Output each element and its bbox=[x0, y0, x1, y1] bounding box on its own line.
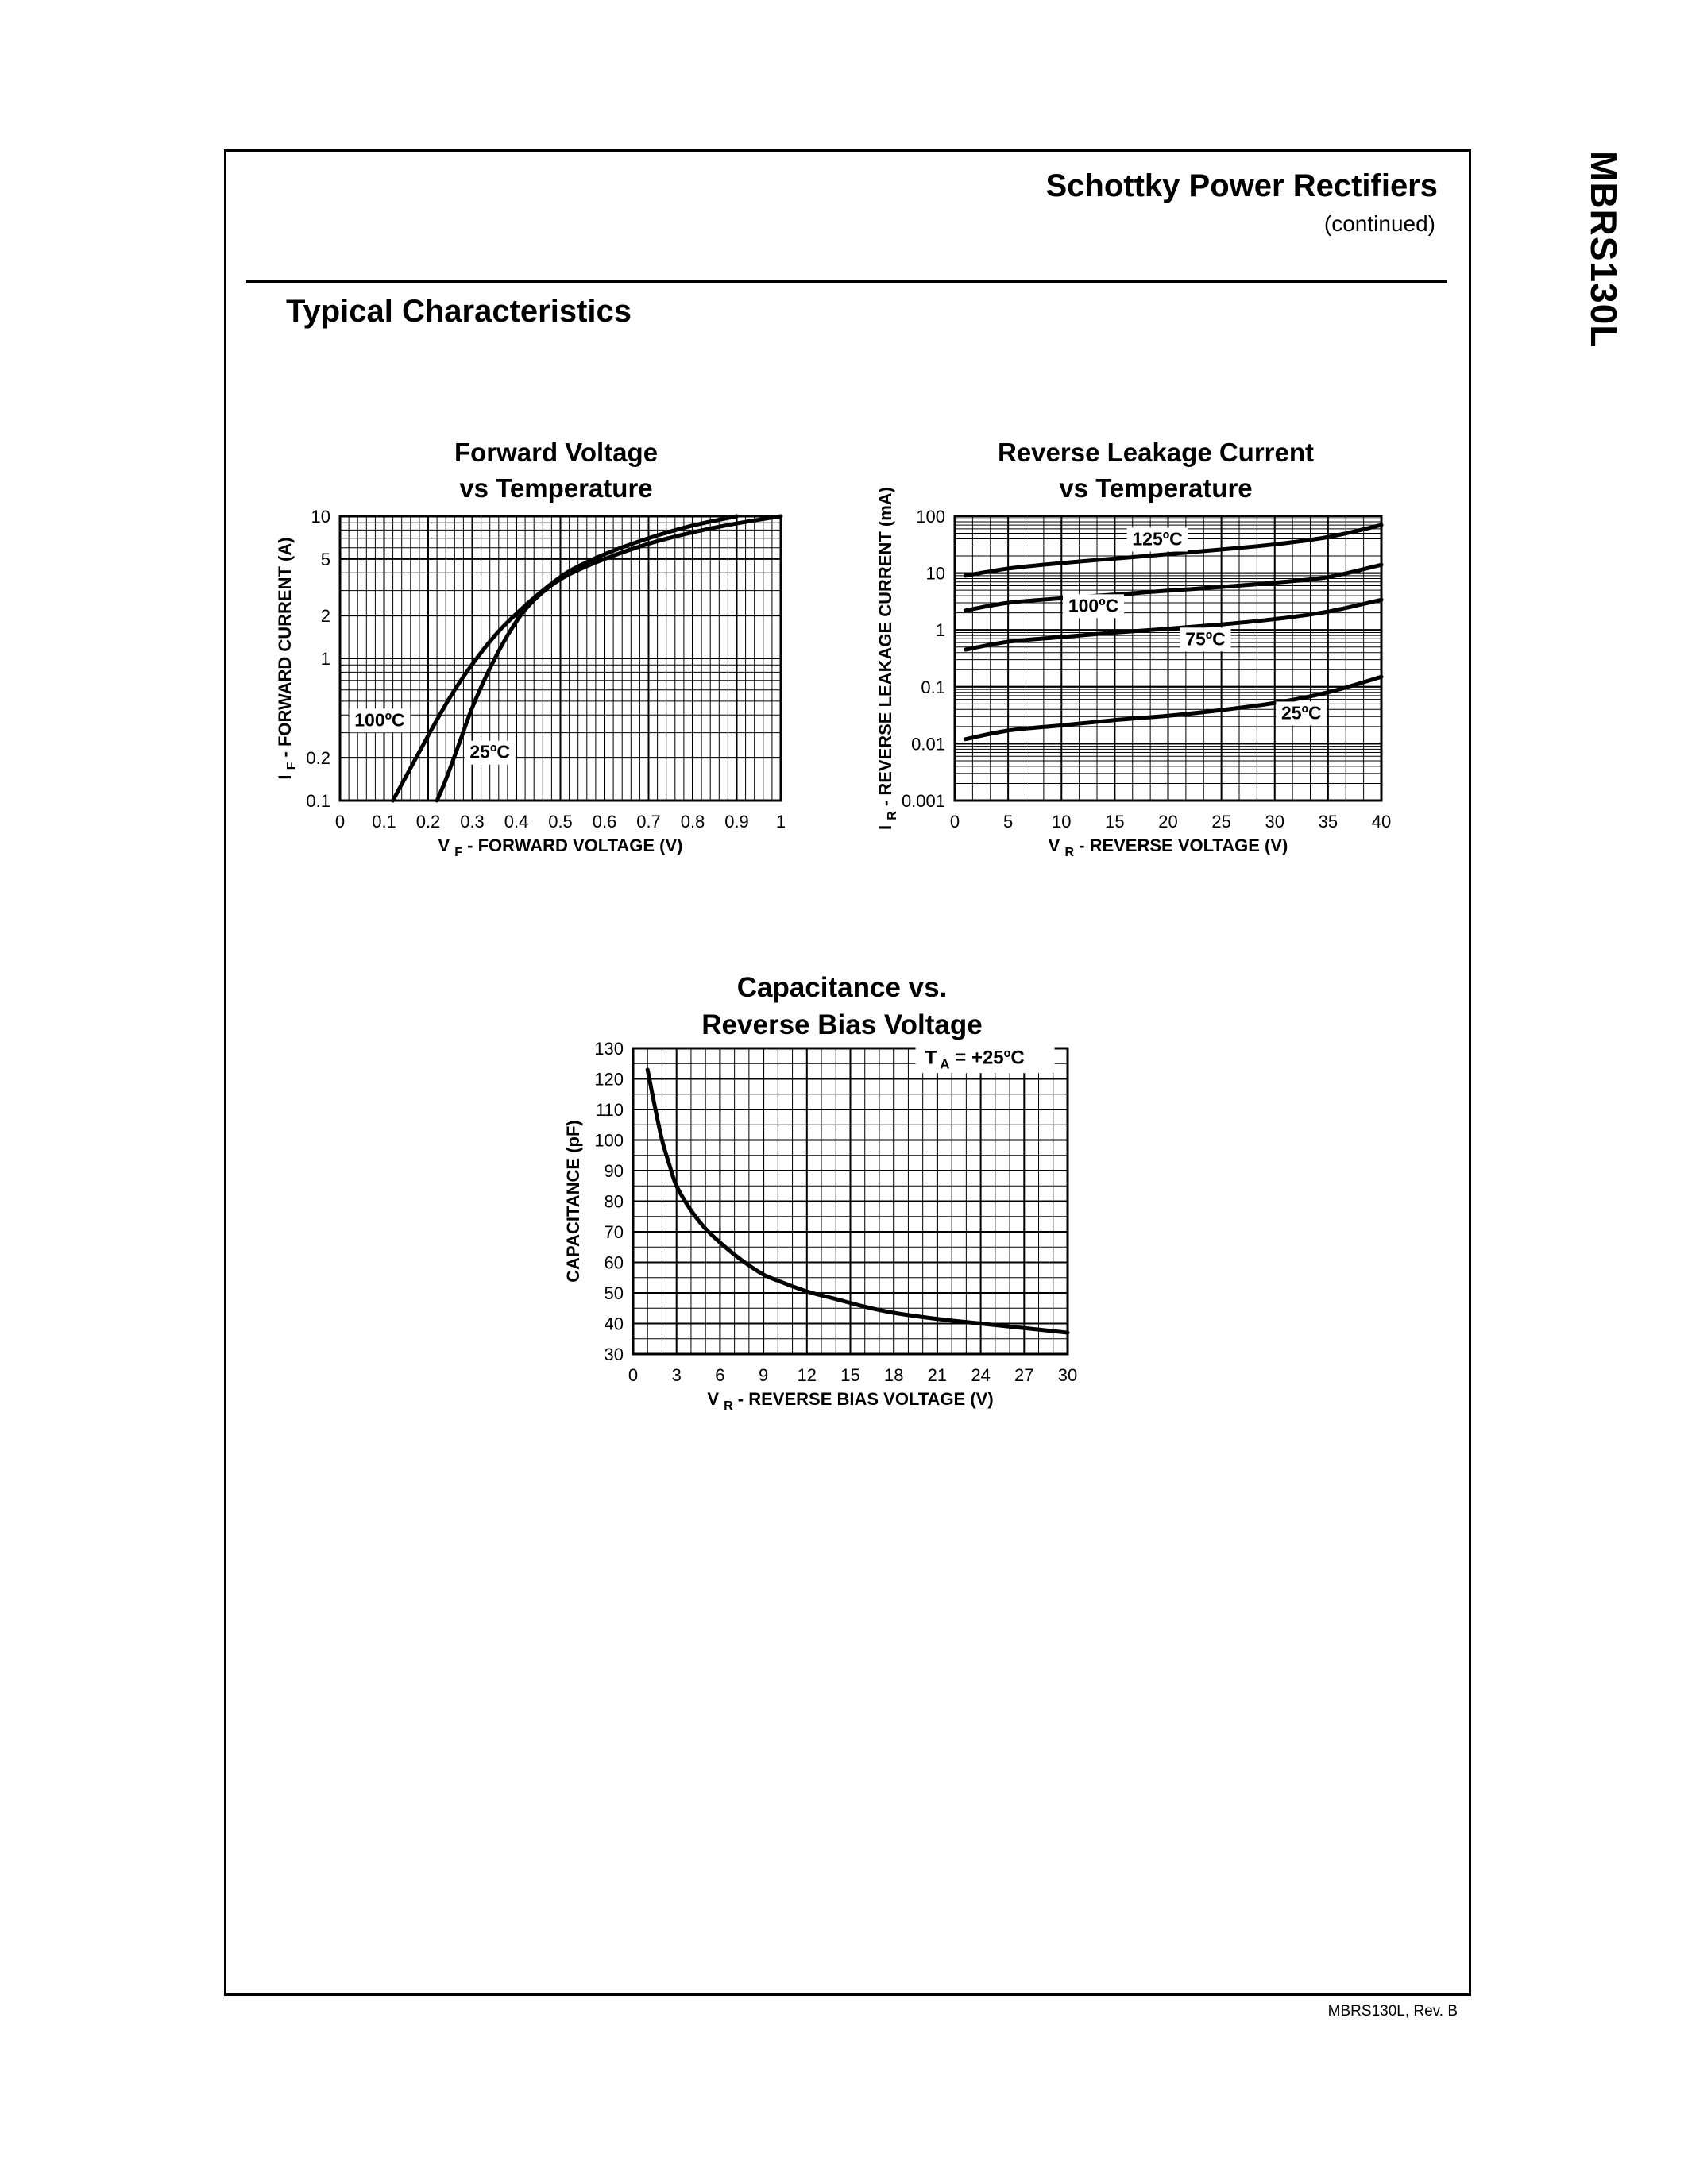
chart3-x-tick-label: 15 bbox=[840, 1365, 860, 1385]
chart1-title: Forward Voltage bbox=[454, 438, 659, 467]
page-subtitle: (continued) bbox=[1323, 211, 1435, 236]
chart1-x-tick-label: 0.7 bbox=[636, 812, 661, 832]
chart2-y-label-text bbox=[875, 487, 899, 830]
chart1-x-tick-label: 0.3 bbox=[460, 812, 485, 832]
chart3-grid bbox=[633, 1048, 1068, 1354]
chart3-x-tick-label: 21 bbox=[927, 1365, 948, 1385]
chart1-y-tick-label: 2 bbox=[320, 606, 330, 627]
chart2-annotation-125c: 125ºC bbox=[1132, 528, 1183, 550]
chart3-y-tick-label: 50 bbox=[604, 1283, 624, 1303]
chart2-x-axis-label bbox=[1049, 835, 1288, 859]
chart2-x-label-sub: R bbox=[1064, 846, 1075, 859]
chart1-x-label-text bbox=[438, 835, 682, 859]
chart3-y-tick-label: 30 bbox=[604, 1345, 624, 1364]
chart3-legend-sub: A bbox=[937, 1056, 950, 1072]
chart2-grid bbox=[955, 516, 1381, 801]
chart2-title: Reverse Leakage Current bbox=[997, 438, 1315, 467]
chart1-y-tick-label: 5 bbox=[320, 549, 330, 569]
chart2-annotation-75c: 75ºC bbox=[1185, 628, 1226, 650]
chart1-y-axis-label bbox=[275, 537, 299, 779]
chart2-annotation-25c: 25ºC bbox=[1281, 702, 1322, 723]
chart2-x-tick-label: 5 bbox=[1003, 812, 1014, 832]
chart2-subtitle: vs Temperature bbox=[1059, 473, 1253, 503]
chart1-y-tick-label: 10 bbox=[311, 507, 330, 527]
chart3-x-tick-label: 9 bbox=[758, 1365, 769, 1385]
chart3-y-tick-label: 130 bbox=[594, 1039, 624, 1059]
chart2-y-tick-label: 0.1 bbox=[921, 677, 945, 697]
chart3-y-label-text: CAPACITANCE (pF) bbox=[563, 1120, 583, 1283]
chart3-title: Capacitance vs. bbox=[736, 972, 948, 1003]
chart3-x-tick-label: 3 bbox=[671, 1365, 682, 1385]
chart2-y-tick-label: 0.001 bbox=[901, 791, 945, 811]
chart2-y-tick-label: 100 bbox=[916, 507, 945, 527]
chart3-y-tick-label: 90 bbox=[604, 1161, 624, 1181]
chart3-legend-main: T bbox=[925, 1047, 937, 1069]
chart3-x-tick-label: 12 bbox=[797, 1365, 817, 1385]
chart3-x-axis-label bbox=[707, 1389, 993, 1413]
chart2-annotation-100c: 100ºC bbox=[1068, 595, 1119, 616]
chart1-x-label-sub: F bbox=[454, 846, 463, 859]
chart2-y-axis-label bbox=[875, 487, 899, 830]
chart2-y-label-sub: R bbox=[886, 811, 899, 820]
chart2-x-label-text bbox=[1049, 835, 1288, 859]
chart1-x-tick-label: 0.9 bbox=[724, 812, 749, 832]
chart2-y-tick-label: 1 bbox=[935, 620, 945, 641]
chart3-x-tick-label: 30 bbox=[1057, 1365, 1078, 1385]
chart1-y-label-sub: F bbox=[285, 762, 299, 770]
chart1-x-tick-label: 0.5 bbox=[548, 812, 573, 832]
chart2-x-tick-label: 25 bbox=[1211, 812, 1231, 832]
chart2-x-tick-label: 15 bbox=[1105, 812, 1125, 832]
chart3-y-tick-label: 80 bbox=[604, 1191, 624, 1212]
chart2-y-label-rest: - REVERSE LEAKAGE CURRENT (mA) bbox=[875, 486, 895, 812]
chart3-x-tick-label: 6 bbox=[715, 1365, 725, 1385]
chart2-series-line-1 bbox=[965, 565, 1381, 611]
chart2-x-label-main: V bbox=[1048, 835, 1065, 855]
chart2-x-tick-label: 40 bbox=[1371, 812, 1392, 832]
chart1-annotation-25c: 25ºC bbox=[469, 741, 510, 762]
chart1-y-tick-label: 1 bbox=[320, 649, 330, 669]
chart2-x-tick-label: 0 bbox=[949, 812, 960, 832]
chart3-x-label-sub: R bbox=[724, 1399, 733, 1413]
chart1-y-label-main: I bbox=[275, 770, 295, 780]
part-number-side-tag: MBRS130L bbox=[1583, 151, 1624, 349]
chart3-x-label-main: V bbox=[707, 1389, 724, 1409]
chart1-x-tick-label: 0.1 bbox=[372, 812, 396, 832]
chart2-x-tick-label: 10 bbox=[1052, 812, 1072, 832]
chart3-x-tick-label: 24 bbox=[971, 1365, 991, 1385]
page-title: Schottky Power Rectifiers bbox=[1045, 168, 1438, 203]
section-heading: Typical Characteristics bbox=[286, 294, 632, 329]
chart1-subtitle: vs Temperature bbox=[459, 473, 653, 503]
chart1-x-tick-label: 1 bbox=[775, 812, 786, 832]
chart1-annotation-100c: 100ºC bbox=[354, 709, 405, 731]
chart2-y-label-main: I bbox=[875, 820, 895, 831]
chart3-y-tick-label: 110 bbox=[595, 1100, 624, 1120]
chart3-legend-rest: = +25ºC bbox=[949, 1047, 1025, 1069]
chart3-x-tick-label: 27 bbox=[1014, 1365, 1034, 1385]
chart2-x-tick-label: 20 bbox=[1158, 812, 1178, 832]
chart1-x-tick-label: 0.2 bbox=[415, 812, 441, 832]
chart3-x-label-text bbox=[707, 1389, 993, 1413]
chart1-x-tick-label: 0.6 bbox=[592, 812, 617, 832]
chart1-x-axis-label bbox=[438, 835, 682, 859]
chart2-y-tick-label: 0.01 bbox=[911, 734, 945, 754]
chart3-y-tick-label: 70 bbox=[604, 1222, 624, 1242]
chart1-x-tick-label: 0.8 bbox=[680, 812, 705, 832]
chart3-x-tick-label: 18 bbox=[883, 1365, 904, 1385]
chart3-y-tick-label: 100 bbox=[594, 1130, 624, 1151]
chart3-x-label-rest: - REVERSE BIAS VOLTAGE (V) bbox=[732, 1389, 994, 1409]
chart2-y-tick-label: 10 bbox=[925, 563, 945, 584]
chart1-grid bbox=[340, 516, 781, 801]
chart1-x-label-rest: - FORWARD VOLTAGE (V) bbox=[462, 835, 683, 855]
chart3-y-tick-label: 40 bbox=[604, 1314, 624, 1334]
chart2-x-tick-label: 30 bbox=[1265, 812, 1284, 832]
footer-revision: MBRS130L, Rev. B bbox=[1327, 2003, 1458, 2020]
chart3-subtitle: Reverse Bias Voltage bbox=[701, 1009, 983, 1041]
chart1-y-label-text bbox=[275, 537, 299, 779]
chart3-y-tick-label: 60 bbox=[604, 1252, 624, 1273]
chart1-y-label-rest: - FORWARD CURRENT (A) bbox=[275, 537, 295, 762]
chart1-x-tick-label: 0.4 bbox=[504, 812, 529, 832]
chart1-y-tick-label: 0.2 bbox=[306, 748, 330, 769]
chart2-x-tick-label: 35 bbox=[1318, 812, 1338, 832]
chart3-x-tick-label: 0 bbox=[628, 1365, 639, 1385]
chart3-y-axis-label bbox=[563, 1120, 583, 1283]
chart2-x-label-rest: - REVERSE VOLTAGE (V) bbox=[1074, 835, 1288, 855]
chart3-y-tick-label: 120 bbox=[594, 1069, 624, 1090]
chart1-x-label-main: V bbox=[438, 835, 455, 855]
chart1-x-tick-label: 0 bbox=[334, 812, 346, 832]
chart1-y-tick-label: 0.1 bbox=[306, 791, 330, 811]
